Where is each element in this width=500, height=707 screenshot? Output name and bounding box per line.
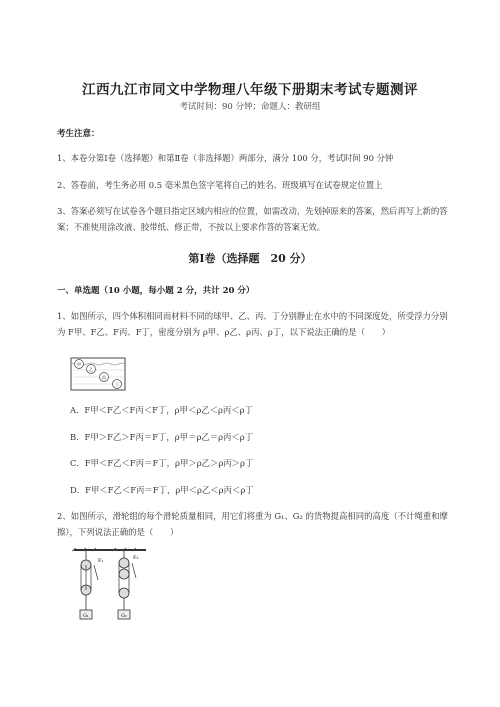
page-title: 江西九江市同文中学物理八年级下册期末考试专题测评 xyxy=(82,82,418,98)
question-1-option-a[interactable]: A．F甲＜F乙＜F丙＜F丁，ρ甲＜ρ乙＜ρ丙＜ρ丁 xyxy=(70,405,253,415)
question-1-option-c[interactable]: C．F甲＜F乙＜F丙＝F丁，ρ甲＞ρ乙＞ρ丙＞ρ丁 xyxy=(70,458,254,468)
floating-balls-figure xyxy=(70,355,126,391)
weight-label-g1: G₁ xyxy=(83,614,89,619)
question-1-option-d[interactable]: D．F甲＜F乙＜F丙＝F丁，ρ甲＜ρ乙＜ρ丙＜ρ丁 xyxy=(70,485,254,495)
question-2-text: 2、如图所示，滑轮组的每个滑轮质量相同，用它们将重为 G₁、G₂ 的货物提高相同的高度（不计绳重和摩擦），下列说法正确的是（ ） xyxy=(57,511,448,537)
part-heading: 一、单选题（10 小题，每小题 2 分，共计 20 分） xyxy=(57,286,255,296)
exam-info: 考试时间：90 分钟；命题人：教研组 xyxy=(179,102,321,112)
ball-label-yi: 乙 xyxy=(89,367,93,372)
question-1-text: 1、如图所示，四个体积相同而材料不同的球甲、乙、丙、丁分别静止在水中的不同深度处，所受浮力分别为 F甲、F乙、F丙、F丁，密度分别为 ρ甲、ρ乙、ρ丙、ρ丁，以下说法正确的是（ ） xyxy=(57,311,448,337)
force-label-f1: F₁ xyxy=(98,558,104,564)
ball-label-ding: 丁 xyxy=(115,382,119,387)
force-label-f2: F₂ xyxy=(133,555,139,561)
section-title: 第Ⅰ卷（选择题 20 分） xyxy=(188,252,312,265)
notice-item-2: 2、答卷前，考生务必用 0.5 毫米黑色签字笔将自己的姓名、班级填写在试卷规定位置上 xyxy=(57,180,383,190)
question-1-option-b[interactable]: B．F甲＞F乙＞F丙＝F丁，ρ甲＝ρ乙＝ρ丙＜ρ丁 xyxy=(70,432,254,442)
ball-label-jia: 甲 xyxy=(77,362,81,367)
weight-label-g2: G₂ xyxy=(121,614,127,619)
notice-heading: 考生注意： xyxy=(57,129,100,139)
pulley-figure xyxy=(70,548,150,626)
ball-label-bing: 丙 xyxy=(102,375,106,380)
notice-item-3: 3、答案必须写在试卷各个题目指定区域内相应的位置，如需改动，先划掉原来的答案，然后再写上新的答案；不准使用涂改液、胶带纸、修正带，不按以上要求作答的答案无效。 xyxy=(57,206,448,232)
notice-item-1: 1、本卷分第Ⅰ卷（选择题）和第Ⅱ卷（非选择题）两部分，满分 100 分，考试时间 90 分钟 xyxy=(57,153,394,163)
